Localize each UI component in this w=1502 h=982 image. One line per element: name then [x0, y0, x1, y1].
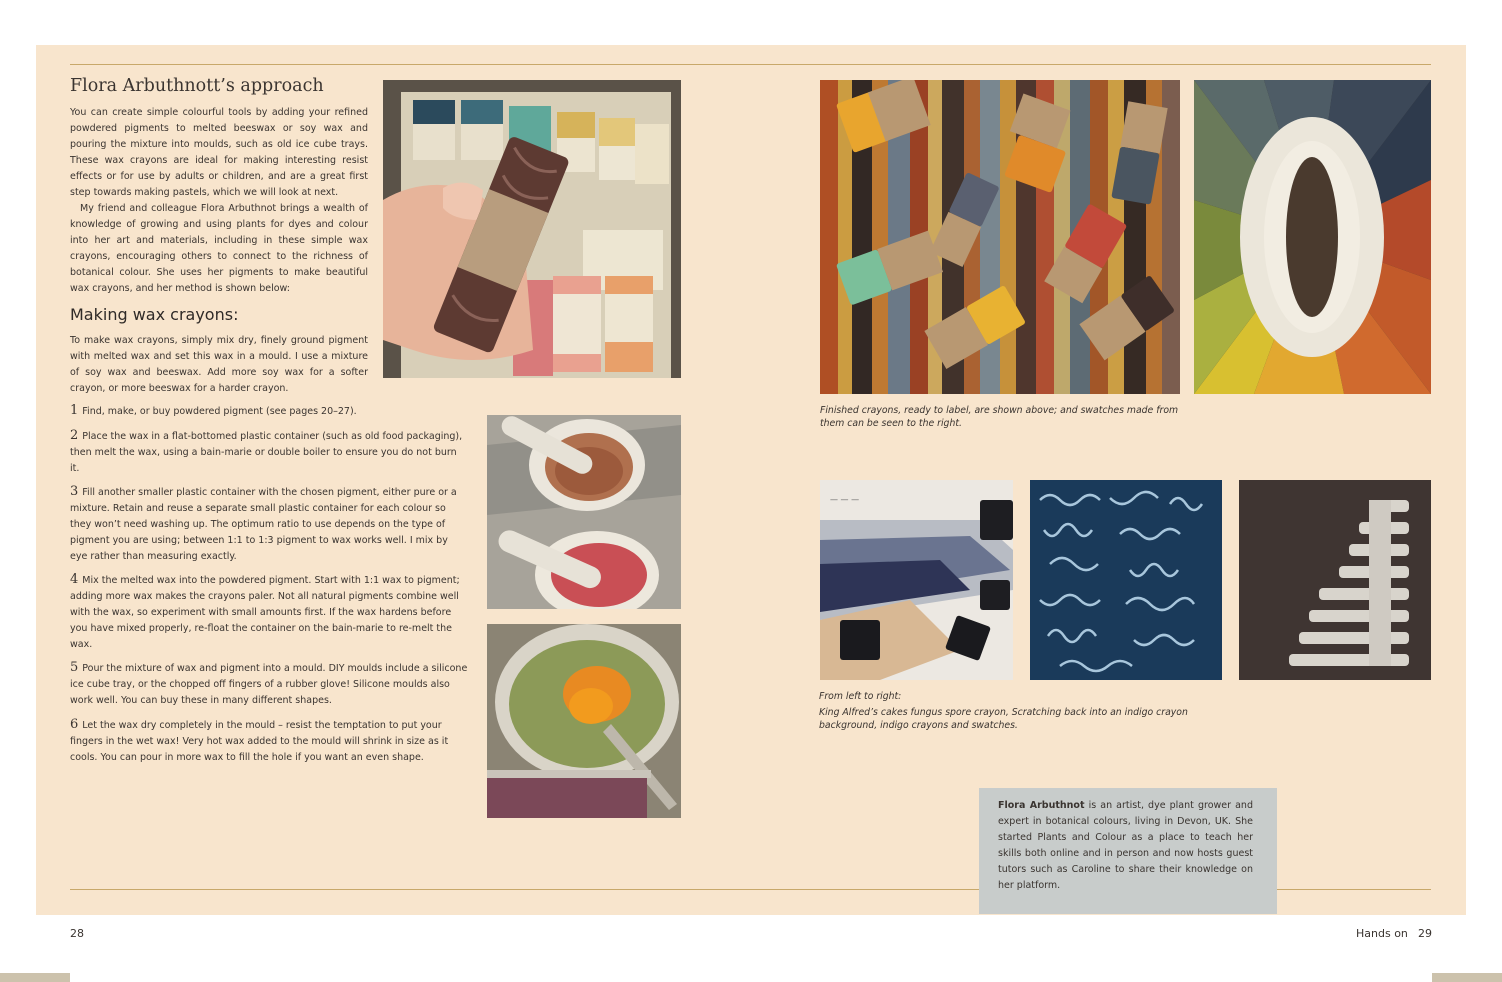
step-5 — [70, 660, 468, 709]
step-4 — [70, 572, 468, 653]
making-wax-crayons-heading: Making wax crayons: — [70, 305, 239, 324]
step-number: 4 — [70, 572, 79, 587]
photo-indigo-swatches — [1239, 480, 1431, 680]
top-rule — [70, 64, 1431, 65]
photo-fungus-spore-crayon — [820, 480, 1013, 680]
svg-text:— — —: — — — — [830, 495, 860, 504]
step-text: Pour the mixture of wax and pigment into a mould. DIY moulds include a silicone ice cube tray, or the chopped off fingers of a rubber glove! Silicone moulds also work well. You can buy these in many different shapes. — [70, 663, 468, 706]
photo-indigo-scratching — [1030, 480, 1222, 680]
bio-box — [979, 788, 1277, 914]
making-intro-text: To make wax crayons, simply mix dry, finely ground pigment with melted wax and set this wax in a mould. I use a mixture of soy wax and beeswax. Add more soy wax for a softer crayon, or more beeswax for a harder crayon. — [70, 335, 368, 394]
step-2 — [70, 428, 468, 477]
intro-paragraph-1: You can create simple colourful tools by adding your refined powdered pigments to melted beeswax or soy wax and pouring the mixture into moulds, such as old ice cube trays. These wax crayons are ideal for making interesting resist effects or for use by adults or children, and are a great first step towards making pastels, which we will look at next. — [70, 107, 368, 198]
step-number: 2 — [70, 428, 79, 443]
bio-text: is an artist, dye plant grower and expert in botanical colours, living in Devon, UK. She started Plants and Colour as a place to teach her skills both online and in person and now hosts guest tutors such as Caroline to share their knowledge on her platform. — [998, 800, 1253, 891]
page-edge-tab-right — [1432, 973, 1502, 982]
bio-name: Flora Arbuthnot — [998, 800, 1085, 811]
page-number-right: 29 — [1418, 927, 1432, 940]
step-6 — [70, 717, 468, 766]
step-number: 6 — [70, 717, 79, 732]
step-number: 1 — [70, 403, 79, 418]
step-3 — [70, 484, 468, 565]
step-number: 3 — [70, 484, 79, 499]
page-edge-tab-left — [0, 973, 70, 982]
section-heading: Flora Arbuthnott’s approach — [70, 76, 324, 96]
step-text: Mix the melted wax into the powdered pigment. Start with 1:1 wax to pigment; adding more wax makes the crayons paler. Not all natural pigments combine well with the wax, so experiment with small amounts first. If the wax hardens before you have mixed properly, re-float the container on the bain-marie to re-melt the wax. — [70, 575, 460, 650]
page-number-left: 28 — [70, 927, 84, 940]
photo-finished-crayons — [820, 80, 1180, 394]
photo-swatches-wheel — [1194, 80, 1431, 394]
step-text: Place the wax in a flat-bottomed plastic container (such as old food packaging), then melt the wax, using a bain-marie or double boiler to ensure you do not burn it. — [70, 431, 463, 474]
running-head: Hands on — [1356, 927, 1408, 940]
photo-pigment-mixing — [487, 624, 681, 818]
caption-bottom-intro: From left to right: — [819, 691, 902, 702]
step-1 — [70, 403, 468, 420]
caption-bottom-detail: King Alfred’s cakes fungus spore crayon, Scratching back into an indigo crayon background, indigo crayons and swatches. — [819, 707, 1188, 731]
step-text: Let the wax dry completely in the mould – resist the temptation to put your fingers in the wet wax! Very hot wax added to the mould will shrink in size as it cools. You can pour in more wax to fill the hole if you want an even shape. — [70, 720, 449, 763]
step-number: 5 — [70, 660, 79, 675]
intro-paragraph-2: My friend and colleague Flora Arbuthnot brings a wealth of knowledge of growing and using plants for dyes and colour into her art and materials, including in these simple wax crayons, encouraging others to connect to the richness of botanical colour. She uses her pigments to make beautiful wax crayons, and her method is shown below: — [70, 203, 368, 294]
photo-mortar-pestle — [487, 415, 681, 609]
photo-crayon-box-hand — [383, 80, 681, 378]
step-text: Fill another smaller plastic container with the chosen pigment, either pure or a mixture. Retain and reuse a separate small plastic container for each colour so they won’t need washing up. The optimum ratio to use depends on the type of pigment you are using; between 1:1 to 1:3 pigment to wax works well. I mix by eye rather than measuring exactly. — [70, 487, 457, 562]
intro-text — [70, 105, 368, 297]
caption-finished-crayons: Finished crayons, ready to label, are shown above; and swatches made from them can be seen to the right. — [820, 405, 1179, 429]
step-text: Find, make, or buy powdered pigment (see pages 20–27). — [82, 406, 357, 417]
